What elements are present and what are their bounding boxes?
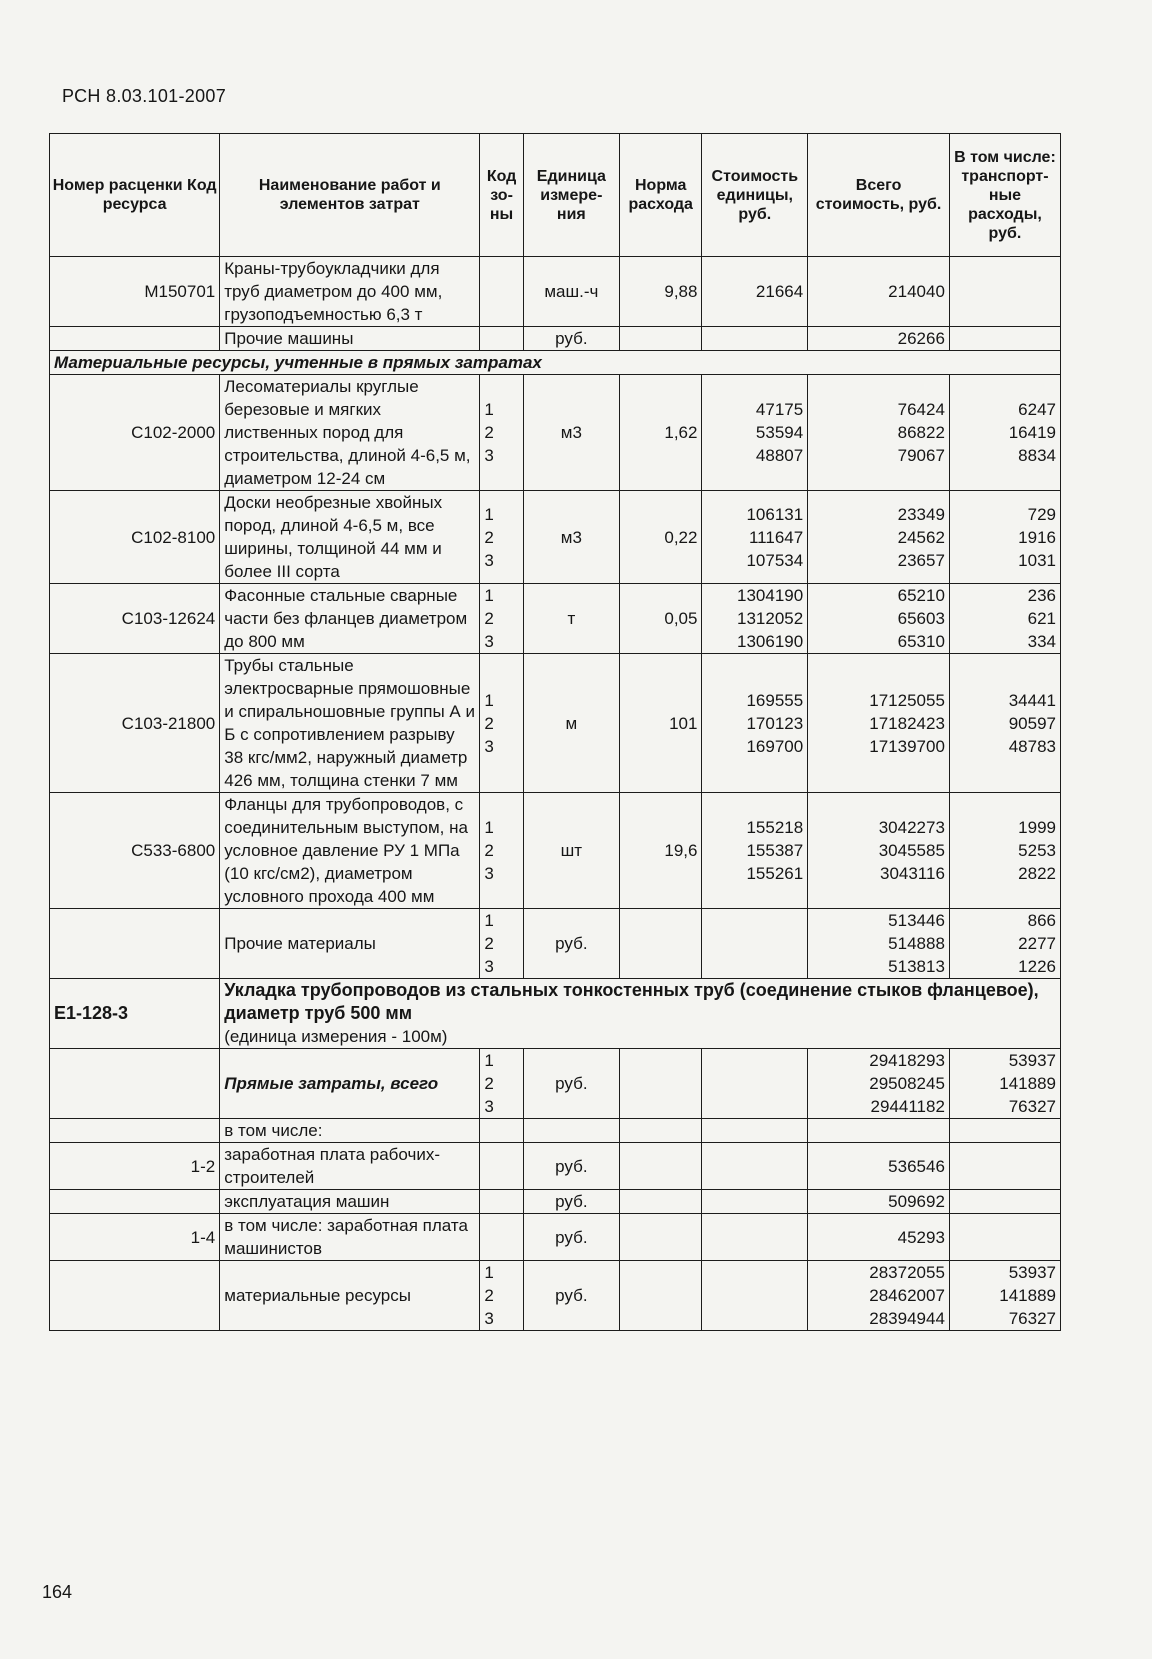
page-number: 164 <box>42 1582 73 1602</box>
cost-cell <box>702 1143 808 1190</box>
work-name: Фасонные стальные сварные части без фланцев диаметром до 800 мм <box>224 586 468 651</box>
code-cell <box>50 793 220 909</box>
total-value: 17139700 <box>869 736 945 756</box>
resource-code: 1-4 <box>190 1227 216 1247</box>
zone-value: 1 <box>484 1051 494 1070</box>
unit-value: руб. <box>555 1227 588 1247</box>
norm-cell <box>619 1190 701 1214</box>
zone-value: 3 <box>484 736 494 756</box>
trans-value: 53937 <box>1008 1051 1056 1070</box>
unit-cell <box>523 909 619 979</box>
name-cell <box>220 1214 480 1261</box>
cost-value: 169555 <box>746 690 804 710</box>
unit-cell <box>523 491 619 584</box>
zone-value: 2 <box>484 527 494 547</box>
total-cell <box>808 1214 950 1261</box>
zone-cell <box>480 909 523 979</box>
cost-cell <box>702 1119 808 1143</box>
trans-value: 76327 <box>1008 1309 1056 1328</box>
cost-value: 170123 <box>746 713 804 733</box>
total-value: 28462007 <box>869 1286 945 1305</box>
zone-cell <box>480 327 523 351</box>
unit-value: руб. <box>555 1192 588 1211</box>
total-cell <box>808 793 950 909</box>
work-name: Прямые затраты, всего <box>224 1074 439 1093</box>
total-value: 509692 <box>888 1192 945 1211</box>
trans-value: 1226 <box>1018 957 1056 976</box>
total-value: 65310 <box>897 632 945 651</box>
resource-code: С102-8100 <box>131 527 216 547</box>
total-cell <box>808 257 950 327</box>
total-value: 536546 <box>888 1156 945 1176</box>
trans-value: 729 <box>1027 504 1056 524</box>
trans-cell <box>949 793 1060 909</box>
work-name: эксплуатация машин <box>224 1192 390 1211</box>
table-row <box>50 654 1061 793</box>
trans-cell <box>949 1119 1060 1143</box>
trans-value: 141889 <box>999 1074 1056 1093</box>
unit-cell <box>523 1049 619 1119</box>
zone-value: 3 <box>484 1097 494 1116</box>
code-cell <box>50 584 220 654</box>
norm-cell <box>619 1119 701 1143</box>
table-row <box>50 1261 1061 1331</box>
code-cell <box>50 1119 220 1143</box>
work-name: материальные ресурсы <box>224 1286 411 1305</box>
zone-cell <box>480 1119 523 1143</box>
total-value: 513446 <box>888 911 945 930</box>
entry-title: Укладка трубопроводов из стальных тонкостенных труб (соединение стыков фланцевое), диаметр труб 500 мм <box>224 980 1039 1023</box>
trans-value: 236 <box>1027 586 1056 605</box>
total-value: 79067 <box>897 446 945 465</box>
norm-cell <box>619 909 701 979</box>
cost-cell <box>702 1049 808 1119</box>
norm-value: 0,05 <box>664 609 698 628</box>
table-body <box>50 257 1061 1331</box>
document-header: РСН 8.03.101-2007 <box>62 86 227 106</box>
total-value: 214040 <box>888 282 945 301</box>
trans-cell <box>949 584 1060 654</box>
code-cell <box>50 1143 220 1190</box>
entry-unit-note: (единица измерения - 100м) <box>224 1027 448 1046</box>
table-row <box>50 909 1061 979</box>
trans-value: 53937 <box>1008 1263 1056 1282</box>
trans-value: 5253 <box>1018 841 1056 860</box>
total-cell <box>808 1143 950 1190</box>
code-cell <box>50 654 220 793</box>
trans-cell <box>949 654 1060 793</box>
trans-value: 1031 <box>1018 550 1056 570</box>
name-cell <box>220 1143 480 1190</box>
resource-code: М150701 <box>144 282 216 301</box>
zone-cell <box>480 793 523 909</box>
resource-code: С533-6800 <box>131 841 216 860</box>
total-value: 26266 <box>897 329 945 348</box>
resource-code: С103-12624 <box>121 609 216 628</box>
total-cell <box>808 584 950 654</box>
work-name: заработная плата рабочих-строителей <box>224 1145 441 1187</box>
total-value: 24562 <box>897 527 945 547</box>
unit-value: руб. <box>555 1156 588 1176</box>
trans-cell <box>949 1214 1060 1261</box>
total-value: 3043116 <box>879 864 945 883</box>
total-cell <box>808 491 950 584</box>
zone-value: 3 <box>484 550 494 570</box>
unit-cell <box>523 584 619 654</box>
unit-cell <box>523 793 619 909</box>
cost-cell <box>702 491 808 584</box>
name-cell <box>220 1190 480 1214</box>
work-name: Фланцы для трубопроводов, с соединительным выступом, на условное давление РУ 1 МПа (10 кгс/см2), диаметром условного прохода 400 мм <box>224 795 468 906</box>
trans-value: 1916 <box>1018 527 1056 547</box>
entry-code: Е1-128-3 <box>54 1003 129 1023</box>
unit-value: руб. <box>555 934 588 953</box>
trans-value: 621 <box>1027 609 1056 628</box>
total-cell <box>808 1049 950 1119</box>
trans-value: 334 <box>1027 632 1056 651</box>
total-value: 29441182 <box>870 1097 945 1116</box>
zone-value: 3 <box>484 1309 494 1328</box>
norm-cell <box>619 491 701 584</box>
cost-value: 21664 <box>755 282 804 301</box>
total-value: 514888 <box>888 934 945 953</box>
total-value: 86822 <box>897 423 945 442</box>
work-name: Краны-трубоукладчики для труб диаметром до 400 мм, грузоподъемностью 6,3 т <box>224 259 443 324</box>
norm-cell <box>619 1261 701 1331</box>
table-row <box>50 1214 1061 1261</box>
norm-cell <box>619 654 701 793</box>
total-cell <box>808 1119 950 1143</box>
unit-value: маш.-ч <box>544 282 599 301</box>
norm-cell <box>619 1143 701 1190</box>
zone-value: 1 <box>484 911 494 930</box>
col-header-code: Номер расценки Код ресурса <box>50 134 220 257</box>
table-row <box>50 793 1061 909</box>
table-header-row <box>50 134 1061 257</box>
cost-cell <box>702 375 808 491</box>
name-cell <box>220 1261 480 1331</box>
total-value: 17125055 <box>869 690 945 710</box>
unit-value: т <box>567 609 576 628</box>
cost-value: 169700 <box>746 736 804 756</box>
trans-cell <box>949 257 1060 327</box>
name-cell <box>220 375 480 491</box>
code-cell <box>50 1261 220 1331</box>
zone-cell <box>480 654 523 793</box>
price-table <box>49 133 1061 1331</box>
cost-cell <box>702 584 808 654</box>
total-value: 28394944 <box>869 1309 945 1328</box>
unit-cell <box>523 1119 619 1143</box>
work-name: Прочие материалы <box>224 934 376 953</box>
zone-value: 1 <box>484 690 494 710</box>
zone-value: 2 <box>484 609 494 628</box>
trans-cell <box>949 909 1060 979</box>
trans-value: 1999 <box>1018 818 1056 837</box>
code-cell <box>50 1214 220 1261</box>
zone-cell <box>480 1143 523 1190</box>
norm-cell <box>619 257 701 327</box>
unit-value: шт <box>560 841 583 860</box>
zone-cell <box>480 1261 523 1331</box>
unit-cell <box>523 375 619 491</box>
total-value: 29418293 <box>869 1051 945 1070</box>
zone-value: 3 <box>484 446 494 465</box>
norm-cell <box>619 1049 701 1119</box>
zone-cell <box>480 491 523 584</box>
trans-cell <box>949 375 1060 491</box>
zone-value: 3 <box>484 957 494 976</box>
total-value: 28372055 <box>869 1263 945 1282</box>
cost-cell <box>702 1214 808 1261</box>
unit-cell <box>523 257 619 327</box>
section-label: Материальные ресурсы, учтенные в прямых затратах <box>54 353 542 372</box>
col-header-unit: Единица измере- ния <box>523 134 619 257</box>
norm-value: 101 <box>669 713 698 733</box>
zone-cell <box>480 1190 523 1214</box>
zone-value: 1 <box>484 1263 494 1282</box>
table-row <box>50 491 1061 584</box>
cost-cell <box>702 654 808 793</box>
work-name: Трубы стальные электросварные прямошовные и спиральношовные группы А и Б с сопротивлением разрыву 38 кгс/мм2, наружный диаметр 426 мм, толщина стенки 7 мм <box>224 656 475 790</box>
trans-value: 48783 <box>1008 736 1056 756</box>
name-cell <box>220 584 480 654</box>
cost-value: 1304190 <box>737 586 804 605</box>
zone-value: 3 <box>484 632 494 651</box>
zone-value: 2 <box>484 934 494 953</box>
norm-value: 19,6 <box>664 841 698 860</box>
table-row <box>50 257 1061 327</box>
norm-cell <box>619 584 701 654</box>
total-value: 3042273 <box>878 818 945 837</box>
total-value: 65210 <box>897 586 945 605</box>
name-cell <box>220 257 480 327</box>
norm-cell <box>619 1214 701 1261</box>
table-row <box>50 375 1061 491</box>
trans-cell <box>949 327 1060 351</box>
trans-value: 16419 <box>1008 423 1056 442</box>
total-cell <box>808 654 950 793</box>
total-value: 45293 <box>897 1227 945 1247</box>
zone-value: 2 <box>484 1074 494 1093</box>
total-cell <box>808 375 950 491</box>
unit-value: м3 <box>560 527 582 547</box>
total-cell <box>808 1190 950 1214</box>
zone-value: 2 <box>484 1286 494 1305</box>
total-value: 65603 <box>897 609 945 628</box>
zone-value: 1 <box>484 400 494 419</box>
trans-value: 8834 <box>1018 446 1056 465</box>
norm-value: 1,62 <box>664 423 698 442</box>
code-cell <box>50 375 220 491</box>
table-row <box>50 1049 1061 1119</box>
code-cell <box>50 491 220 584</box>
trans-value: 90597 <box>1008 713 1056 733</box>
unit-value: руб. <box>555 1074 588 1093</box>
total-value: 76424 <box>897 400 945 419</box>
name-cell <box>220 327 480 351</box>
unit-cell <box>523 1261 619 1331</box>
zone-cell <box>480 1214 523 1261</box>
total-cell <box>808 1261 950 1331</box>
total-value: 23657 <box>897 550 945 570</box>
table-row <box>50 1190 1061 1214</box>
zone-cell <box>480 1049 523 1119</box>
zone-value: 1 <box>484 818 494 837</box>
unit-value: м <box>565 713 578 733</box>
trans-value: 866 <box>1027 911 1056 930</box>
entry-row <box>50 979 1061 1049</box>
zone-value: 1 <box>484 586 494 605</box>
total-value: 3045585 <box>878 841 945 860</box>
work-name: в том числе: заработная плата машинистов <box>224 1216 468 1258</box>
cost-cell <box>702 909 808 979</box>
table-row <box>50 584 1061 654</box>
zone-value: 1 <box>484 504 494 524</box>
total-value: 29508245 <box>869 1074 945 1093</box>
col-header-zone: Код зо- ны <box>480 134 523 257</box>
trans-cell <box>949 1049 1060 1119</box>
norm-value: 9,88 <box>664 282 698 301</box>
trans-value: 76327 <box>1008 1097 1056 1116</box>
norm-value: 0,22 <box>664 527 698 547</box>
cost-value: 155261 <box>746 864 804 883</box>
total-value: 23349 <box>897 504 945 524</box>
resource-code: С103-21800 <box>121 713 216 733</box>
trans-value: 2822 <box>1018 864 1056 883</box>
cost-value: 155218 <box>746 818 804 837</box>
name-cell <box>220 491 480 584</box>
zone-cell <box>480 375 523 491</box>
col-header-name: Наименование работ и элементов затрат <box>220 134 480 257</box>
unit-cell <box>523 1190 619 1214</box>
cost-value: 47175 <box>755 400 804 419</box>
trans-cell <box>949 491 1060 584</box>
trans-value: 34441 <box>1008 690 1056 710</box>
resource-code: С102-2000 <box>131 423 216 442</box>
cost-cell <box>702 1190 808 1214</box>
code-cell <box>50 1049 220 1119</box>
zone-cell <box>480 257 523 327</box>
unit-value: м3 <box>560 423 582 442</box>
work-name: Прочие машины <box>224 329 354 348</box>
unit-value: руб. <box>555 329 588 348</box>
trans-value: 6247 <box>1018 400 1056 419</box>
norm-cell <box>619 327 701 351</box>
cost-value: 1306190 <box>737 632 804 651</box>
total-cell <box>808 327 950 351</box>
zone-value: 2 <box>484 841 494 860</box>
col-header-total: Всего стоимость, руб. <box>808 134 950 257</box>
work-name: Лесоматериалы круглые березовые и мягких лиственных пород для строительства, длиной 4-6,5 м, диаметром 12-24 см <box>224 377 471 488</box>
norm-cell <box>619 793 701 909</box>
cost-cell <box>702 793 808 909</box>
name-cell <box>220 1049 480 1119</box>
name-cell <box>220 1119 480 1143</box>
trans-cell <box>949 1190 1060 1214</box>
code-cell <box>50 909 220 979</box>
col-header-norm: Норма расхода <box>619 134 701 257</box>
trans-cell <box>949 1143 1060 1190</box>
cost-value: 155387 <box>746 841 804 860</box>
section-row <box>50 351 1061 375</box>
code-cell <box>50 327 220 351</box>
code-cell <box>50 257 220 327</box>
zone-value: 3 <box>484 864 494 883</box>
name-cell <box>220 654 480 793</box>
total-value: 513813 <box>888 957 945 976</box>
cost-cell <box>702 1261 808 1331</box>
trans-value: 2277 <box>1018 934 1056 953</box>
col-header-cost: Стоимость единицы, руб. <box>702 134 808 257</box>
name-cell <box>220 909 480 979</box>
cost-value: 111647 <box>748 527 804 547</box>
cost-cell <box>702 257 808 327</box>
trans-value: 141889 <box>999 1286 1056 1305</box>
zone-cell <box>480 584 523 654</box>
table-row <box>50 327 1061 351</box>
code-cell <box>50 1190 220 1214</box>
cost-value: 107534 <box>746 550 804 570</box>
zone-value: 2 <box>484 713 494 733</box>
unit-cell <box>523 327 619 351</box>
work-name: в том числе: <box>224 1121 323 1140</box>
cost-cell <box>702 327 808 351</box>
total-value: 17182423 <box>869 713 945 733</box>
cost-value: 1312052 <box>737 609 804 628</box>
unit-cell <box>523 654 619 793</box>
work-name: Доски необрезные хвойных пород, длиной 4-6,5 м, все ширины, толщиной 44 мм и более III сорта <box>224 493 443 581</box>
unit-cell <box>523 1214 619 1261</box>
resource-code: 1-2 <box>190 1156 216 1176</box>
zone-value: 2 <box>484 423 494 442</box>
table-row <box>50 1143 1061 1190</box>
total-cell <box>808 909 950 979</box>
cost-value: 53594 <box>755 423 804 442</box>
cost-value: 48807 <box>755 446 804 465</box>
trans-cell <box>949 1261 1060 1331</box>
unit-value: руб. <box>555 1286 588 1305</box>
norm-cell <box>619 375 701 491</box>
unit-cell <box>523 1143 619 1190</box>
name-cell <box>220 793 480 909</box>
table-row <box>50 1119 1061 1143</box>
cost-value: 106131 <box>746 504 804 524</box>
col-header-trans: В том числе: транспорт- ные расходы, руб. <box>949 134 1060 257</box>
